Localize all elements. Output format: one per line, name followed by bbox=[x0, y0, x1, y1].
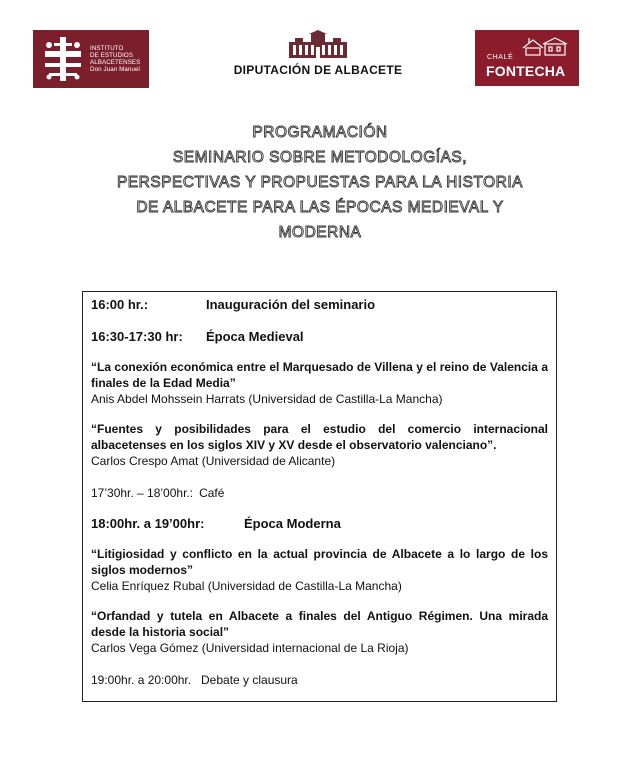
iea-line-4: Don Juan Manuel bbox=[90, 66, 140, 74]
building-icon bbox=[287, 30, 349, 60]
moderna-label: Época Moderna bbox=[244, 516, 341, 531]
page-title bbox=[60, 120, 580, 245]
closing-label: Debate y clausura bbox=[201, 673, 298, 687]
closing-row bbox=[91, 672, 548, 688]
chalet-icon bbox=[521, 36, 571, 56]
talk-speaker: Carlos Vega Gómez (Universidad internacional de La Rioja) bbox=[91, 641, 409, 655]
iea-line-1: INSTITUTO bbox=[90, 44, 124, 52]
medieval-label: Época Medieval bbox=[206, 329, 304, 344]
talk-speaker: Celia Enríquez Rubal (Universidad de Castilla-La Mancha) bbox=[91, 579, 402, 593]
title-line-1: PROGRAMACIÓN bbox=[252, 124, 388, 141]
moderna-talk-1 bbox=[91, 546, 548, 594]
cross-emblem-icon bbox=[41, 35, 85, 83]
coffee-label: Café bbox=[199, 486, 225, 500]
title-line-2: SEMINARIO SOBRE METODOLOGÍAS, bbox=[172, 149, 468, 166]
iea-logo-text bbox=[90, 45, 140, 74]
coffee-time: 17’30hr. – 18’00hr.: bbox=[91, 486, 194, 500]
talk-title: “Fuentes y posibilidades para el estudio del comercio internacional albacetenses en los siglos XIV y XV desde el observatorio valenciano”. bbox=[91, 422, 548, 452]
inauguration-label: Inauguración del seminario bbox=[206, 297, 376, 312]
fontecha-logo bbox=[475, 30, 579, 86]
fontecha-logo-subtitle: CHALÉ bbox=[487, 54, 514, 61]
coffee-row bbox=[91, 485, 548, 501]
title-line-3: PERSPECTIVAS Y PROPUESTAS PARA LA HISTORIA bbox=[116, 174, 524, 191]
iea-logo bbox=[33, 30, 149, 88]
inauguration-time: 16:00 hr.: bbox=[91, 297, 149, 312]
inauguration-row bbox=[91, 297, 548, 313]
talk-title: “Orfandad y tutela en Albacete a finales del Antiguo Régimen. Una mirada desde la historia social” bbox=[91, 609, 548, 639]
medieval-talk-2 bbox=[91, 421, 548, 469]
title-line-4: DE ALBACETE PARA LAS ÉPOCAS MEDIEVAL Y bbox=[136, 199, 504, 216]
diputacion-logo-text: DIPUTACIÓN DE ALBACETE bbox=[233, 63, 403, 77]
medieval-talk-1 bbox=[91, 359, 548, 407]
program-box bbox=[82, 291, 557, 702]
talk-title: “La conexión económica entre el Marquesado de Villena y el reino de Valencia a finales de la Edad Media” bbox=[91, 360, 548, 390]
title-line-5: MODERNA bbox=[278, 224, 362, 241]
talk-title: “Litigiosidad y conflicto en la actual provincia de Albacete a lo largo de los siglos modernos” bbox=[91, 547, 548, 577]
iea-line-2: DE ESTUDIOS bbox=[90, 51, 134, 59]
medieval-time: 16:30-17:30 hr: bbox=[91, 329, 183, 344]
fontecha-logo-name: FONTECHA bbox=[486, 63, 566, 79]
medieval-session-row bbox=[91, 329, 548, 345]
closing-time: 19:00hr. a 20:00hr. bbox=[91, 673, 192, 687]
talk-speaker: Anis Abdel Mohssein Harrats (Universidad de Castilla-La Mancha) bbox=[91, 392, 443, 406]
iea-line-3: ALBACETENSES bbox=[90, 59, 141, 66]
moderna-session-row bbox=[91, 516, 548, 532]
diputacion-logo bbox=[228, 30, 408, 82]
moderna-time: 18:00hr. a 19’00hr: bbox=[91, 516, 205, 531]
moderna-talk-2 bbox=[91, 608, 548, 656]
talk-speaker: Carlos Crespo Amat (Universidad de Alicante) bbox=[91, 454, 336, 468]
